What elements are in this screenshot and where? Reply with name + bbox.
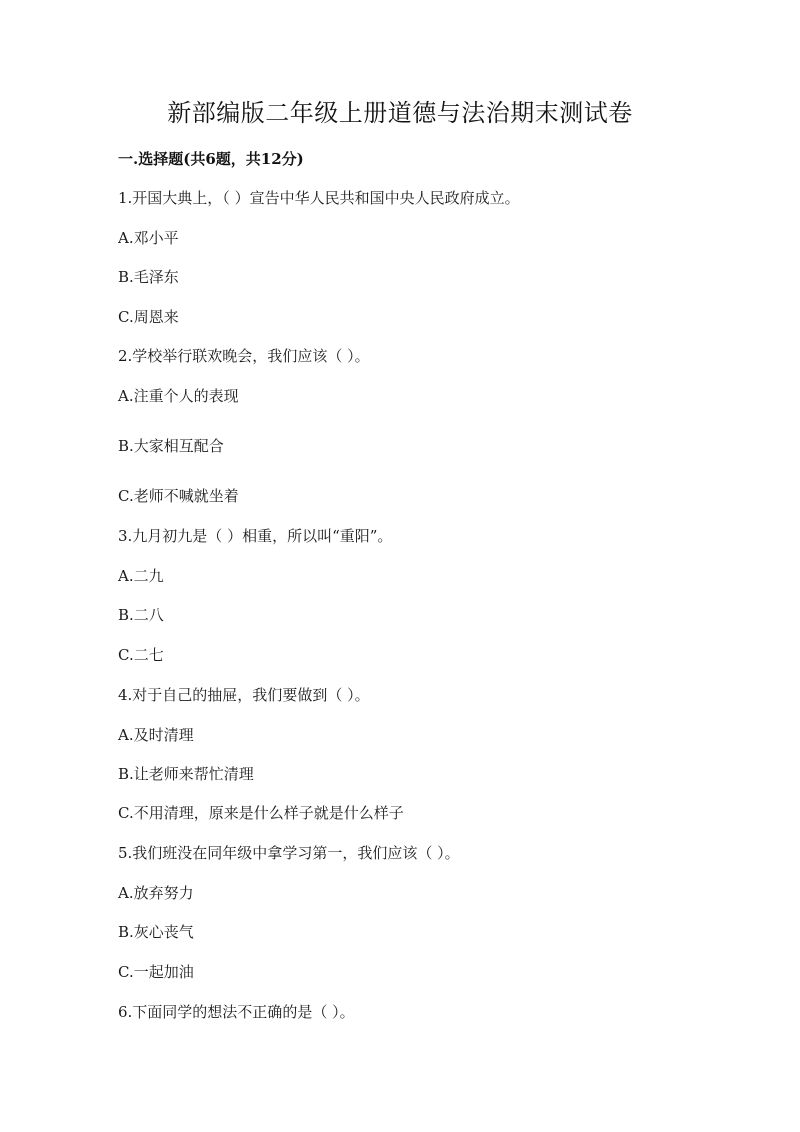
question-1-option-a: A.邓小平 — [118, 229, 179, 247]
question-2-option-a: A.注重个人的表现 — [118, 387, 239, 405]
page-title: 新部编版二年级上册道德与法治期末测试卷 — [167, 99, 633, 127]
question-2-option-b: B.大家相互配合 — [118, 437, 224, 455]
section-heading: 一.选择题(共6题，共12分) — [118, 150, 304, 168]
question-3-stem: 3.九月初九是（ ）相重，所以叫“重阳”。 — [118, 527, 393, 545]
question-5-option-c: C.一起加油 — [118, 963, 194, 981]
question-5-option-b: B.灰心丧气 — [118, 923, 194, 941]
question-4-option-c: C.不用清理，原来是什么样子就是什么样子 — [118, 804, 404, 822]
question-3-option-b: B.二八 — [118, 606, 164, 624]
question-5-option-a: A.放弃努力 — [118, 884, 194, 902]
question-1-stem: 1.开国大典上，（ ）宣告中华人民共和国中央人民政府成立。 — [118, 189, 520, 207]
question-6-stem: 6.下面同学的想法不正确的是（ ）。 — [118, 1003, 355, 1021]
question-3-option-a: A.二九 — [118, 567, 164, 585]
question-2-option-c: C.老师不喊就坐着 — [118, 487, 239, 505]
question-3-option-c: C.二七 — [118, 646, 164, 664]
question-5-stem: 5.我们班没在同年级中拿学习第一，我们应该（ ）。 — [118, 844, 460, 862]
question-4-option-b: B.让老师来帮忙清理 — [118, 765, 254, 783]
question-4-option-a: A.及时清理 — [118, 726, 194, 744]
question-4-stem: 4.对于自己的抽屉，我们要做到（ ）。 — [118, 686, 370, 704]
question-2-stem: 2.学校举行联欢晚会，我们应该（ ）。 — [118, 347, 370, 365]
question-1-option-b: B.毛泽东 — [118, 268, 179, 286]
question-1-option-c: C.周恩来 — [118, 308, 179, 326]
